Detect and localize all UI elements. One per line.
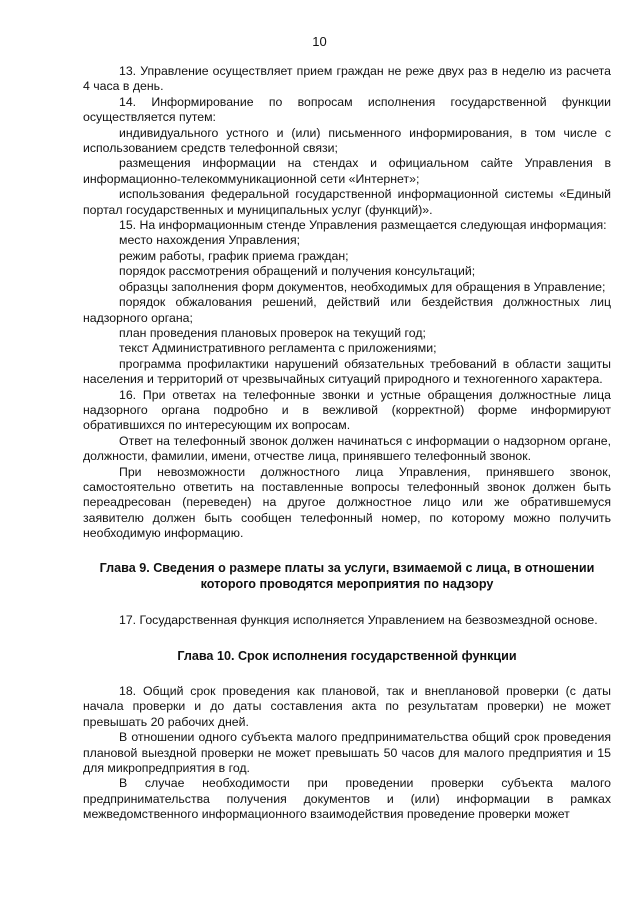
section-information xyxy=(83,64,611,542)
paragraph: план проведения плановых проверок на текущий год; xyxy=(119,325,426,340)
paragraph: режим работы, график приема граждан; xyxy=(119,248,349,263)
chapter-9-heading xyxy=(83,560,611,592)
paragraph: место нахождения Управления; xyxy=(119,233,301,248)
paragraph: программа профилактики нарушений обязательных требований в области защиты населения и территорий от чрезвычайных ситуаций природного и техногенного характера. xyxy=(83,356,611,387)
paragraph: образцы заполнения форм документов, необходимых для обращения в Управление; xyxy=(119,279,606,294)
chapter-10-heading-title: Глава 10. Срок исполнения государственной функции xyxy=(177,649,517,663)
document-body xyxy=(83,64,611,823)
paragraph: При невозможности должностного лица Управления, принявшего звонок, самостоятельно ответить на поставленные вопросы телефонный звонок должен быть переадресован (переведен) на другое должностное лицо или же обратившемуся заявителю должен быть сообщен телефонный номер, по которому можно получить необходимую информацию. xyxy=(83,464,611,541)
paragraph: В случае необходимости при проведении проверки субъекта малого предпринимательства получения документов и (или) информации в рамках межведомственного информационного взаимодействия проведение проверки может xyxy=(83,776,611,822)
paragraph: 13. Управление осуществляет прием граждан не реже двух раз в неделю из расчета 4 часа в день. xyxy=(83,64,611,94)
paragraph: текст Административного регламента с приложениями; xyxy=(119,341,437,356)
chapter-10-heading xyxy=(83,648,611,664)
paragraph: 15. На информационным стенде Управления размещается следующая информация: xyxy=(119,218,607,233)
paragraph: 17. Государственная функция исполняется Управлением на безвозмездной основе. xyxy=(119,612,598,627)
paragraph: 16. При ответах на телефонные звонки и устные обращения должностные лица надзорного органа подробно и в вежливой (корректной) форме информируют обратившихся по интересующим их вопросам. xyxy=(83,387,611,433)
paragraph: 18. Общий срок проведения как плановой, так и внеплановой проверки (с даты начала проверки и до даты составления акта по результатам проверки) не может превышать 20 рабочих дней. xyxy=(83,684,611,729)
chapter-9-heading-line-1: Глава 9. Сведения о размере платы за услуги, взимаемой с лица, в отношении xyxy=(99,560,595,575)
paragraph: порядок рассмотрения обращений и получения консультаций; xyxy=(119,264,476,279)
section-chapter-10 xyxy=(83,684,611,823)
paragraph: Ответ на телефонный звонок должен начинаться с информации о надзорном органе, должности, фамилии, имени, отчестве лица, принявшего телефонный звонок. xyxy=(83,433,611,464)
page-number: 10 xyxy=(312,34,327,49)
paragraph: В отношении одного субъекта малого предпринимательства общий срок проведения плановой выездной проверки не может превышать 50 часов для малого предприятия и 15 для микропредприятия в год. xyxy=(83,730,611,776)
paragraph: порядок обжалования решений, действий или бездействия должностных лиц надзорного органа; xyxy=(83,295,611,325)
paragraph: размещения информации на стендах и официальном сайте Управления в информационно-телекоммуникационной сети «Интернет»; xyxy=(83,156,611,186)
chapter-9-heading-line-2: которого проводятся мероприятия по надзору xyxy=(200,576,494,591)
section-chapter-9 xyxy=(83,613,611,628)
paragraph: 14. Информирование по вопросам исполнения государственной функции осуществляется путем: xyxy=(83,94,611,125)
paragraph: использования федеральной государственной информационной системы «Единый портал государственных и муниципальных услуг (функций)». xyxy=(83,187,611,217)
paragraph: индивидуального устного и (или) письменного информирования, в том числе с использованием средств телефонной связи; xyxy=(83,125,611,156)
